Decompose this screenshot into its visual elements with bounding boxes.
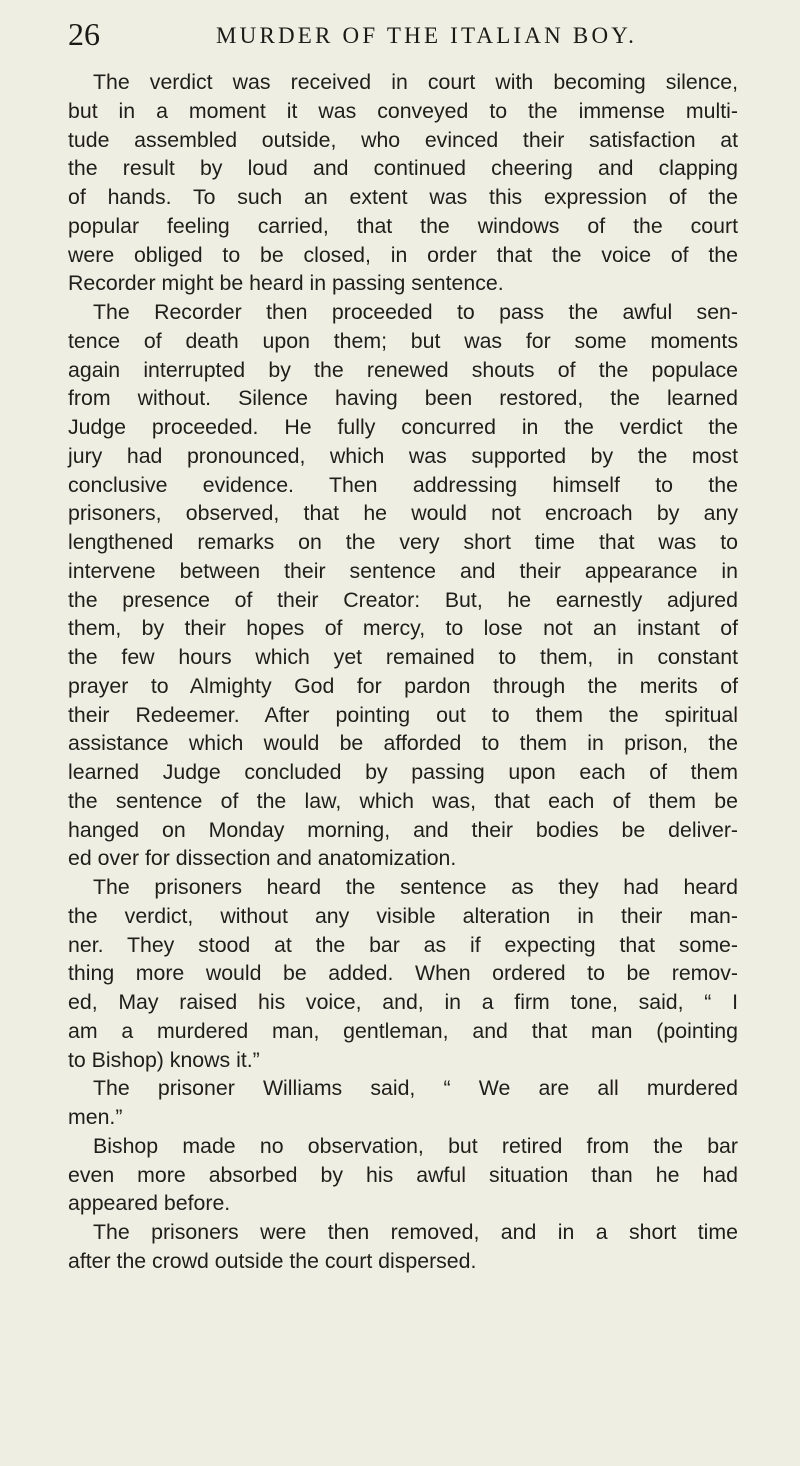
text-line: lengthened remarks on the very short time that was to: [68, 530, 738, 554]
paragraph: [68, 1074, 738, 1132]
text-line: tude assembled outside, who evinced their satisfaction at: [68, 127, 738, 152]
text-line: The prisoners heard the sentence as they had heard: [93, 875, 738, 899]
text-line: The verdict was received in court with becoming silence,: [93, 70, 738, 94]
text-line: learned Judge concluded by passing upon each of them: [68, 760, 738, 784]
text-line: to Bishop) knows it.”: [68, 1047, 260, 1072]
text-line: men.”: [68, 1105, 123, 1129]
text-line: Judge proceeded. He fully concurred in the verdict the: [68, 415, 738, 439]
text-line: of hands. To such an extent was this expression of the: [68, 185, 738, 209]
text-line: The Recorder then proceeded to pass the awful sen-: [93, 300, 738, 324]
text-line: The prisoner Williams said, “ We are all murdered: [93, 1076, 738, 1101]
text-line: the verdict, without any visible alteration in their man-: [68, 903, 738, 928]
text-line: the sentence of the law, which was, that each of them be: [68, 788, 738, 813]
text-line: jury had pronounced, which was supported by the most: [68, 443, 738, 468]
paragraph: [68, 1132, 738, 1218]
text-line: conclusive evidence. Then addressing himself to the: [68, 472, 738, 497]
text-line: tence of death upon them; but was for some moments: [68, 328, 738, 353]
text-line: ed, May raised his voice, and, in a firm tone, said, “ I: [68, 990, 738, 1014]
text-line: the presence of their Creator: But, he earnestly adjured: [68, 587, 738, 612]
text-line: even more absorbed by his awful situation than he had: [68, 1162, 738, 1187]
text-line: appeared before.: [68, 1191, 231, 1216]
text-line: from without. Silence having been restored, the learned: [68, 386, 738, 411]
text-line: after the crowd outside the court dispersed.: [68, 1248, 477, 1273]
text-line: am a murdered man, gentleman, and that man (pointing: [68, 1018, 738, 1043]
paragraph: [68, 298, 738, 873]
text-line: Bishop made no observation, but retired from the bar: [93, 1133, 738, 1158]
text-line: thing more would be added. When ordered to be remov-: [68, 961, 738, 986]
text-line: assistance which would be afforded to them in prison, the: [68, 731, 738, 756]
body-text: [68, 68, 738, 1276]
text-line: were obliged to be closed, in order that the voice of the: [68, 242, 738, 267]
text-line: hanged on Monday morning, and their bodies be deliver-: [68, 817, 738, 842]
text-line: again interrupted by the renewed shouts of the populace: [68, 357, 738, 382]
running-head: [68, 12, 728, 56]
page-number: 26: [68, 16, 100, 52]
paragraph: [68, 873, 738, 1074]
running-title: MURDER OF THE ITALIAN BOY.: [216, 23, 638, 48]
paragraph: [68, 68, 738, 298]
text-line: the result by loud and continued cheering and clapping: [68, 156, 738, 181]
text-line: but in a moment it was conveyed to the immense multi-: [68, 98, 738, 123]
text-line: them, by their hopes of mercy, to lose not an instant of: [68, 616, 738, 641]
text-line: ed over for dissection and anatomization.: [68, 846, 457, 871]
text-line: intervene between their sentence and their appearance in: [68, 558, 738, 583]
text-line: popular feeling carried, that the windows of the court: [68, 213, 738, 238]
text-line: ner. They stood at the bar as if expecting that some-: [68, 932, 738, 957]
text-line: their Redeemer. After pointing out to them the spiritual: [68, 702, 738, 727]
text-line: the few hours which yet remained to them, in constant: [68, 645, 738, 669]
text-line: prayer to Almighty God for pardon through the merits of: [68, 673, 738, 698]
text-line: The prisoners were then removed, and in a short time: [93, 1220, 738, 1244]
paragraph: [68, 1218, 738, 1276]
text-line: Recorder might be heard in passing sentence.: [68, 271, 504, 296]
text-line: prisoners, observed, that he would not encroach by any: [68, 501, 738, 526]
